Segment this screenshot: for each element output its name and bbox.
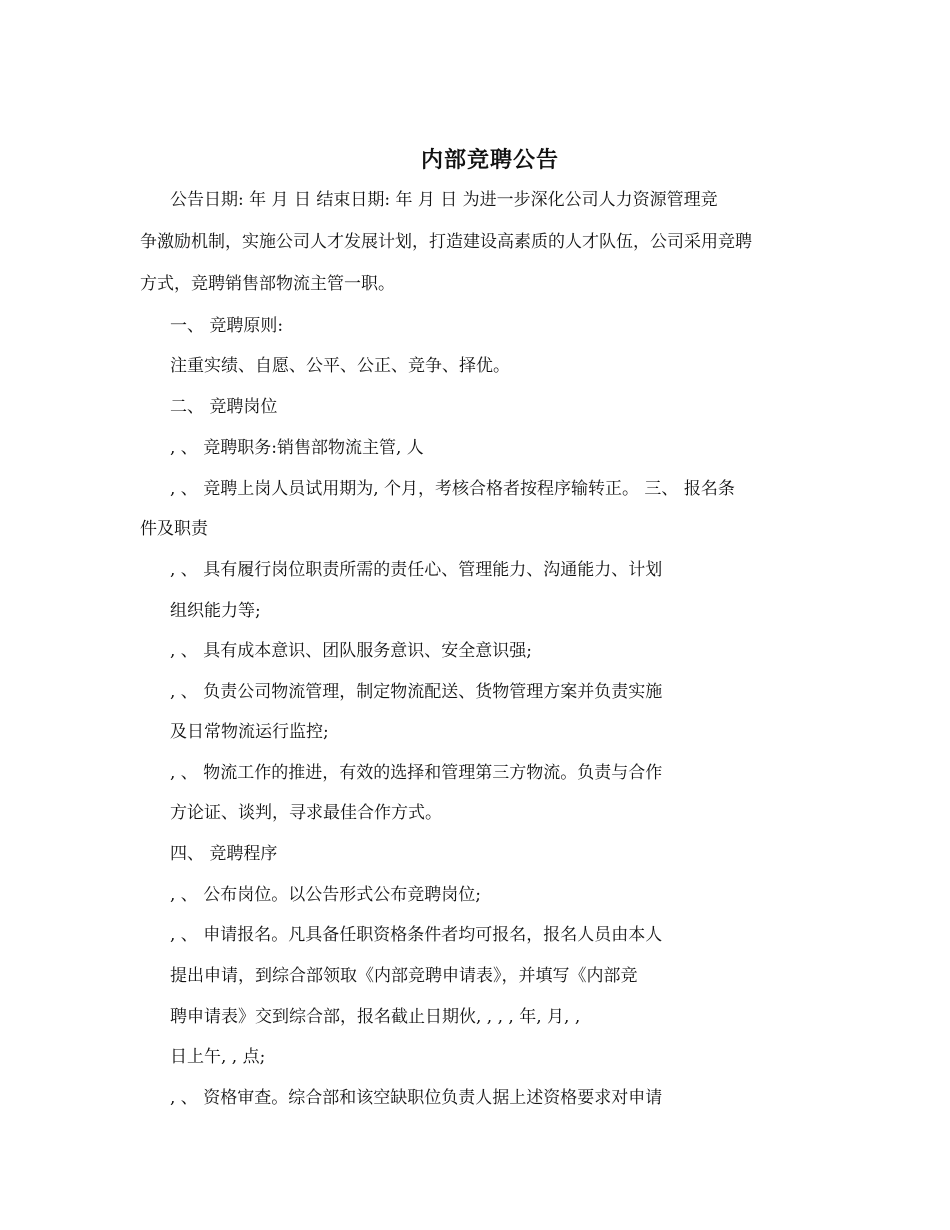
text-line-20: 提出申请，到综合部领取《内部竞聘申请表》，并填写《内部竞: [170, 966, 638, 986]
text-line-22: 日上午, , 点;: [170, 1047, 266, 1067]
text-line-2: 争激励机制，实施公司人才发展计划，打造建设高素质的人才队伍，公司采用竞聘: [140, 232, 752, 252]
document-title: 内部竞聘公告: [420, 147, 559, 173]
text-line-18: , 、 公布岗位。以公告形式公布竞聘岗位;: [170, 885, 481, 905]
text-line-21: 聘申请表》交到综合部，报名截止日期伙, , , , 年, 月, ,: [170, 1007, 581, 1027]
section-heading-2: 二、 竞聘岗位: [170, 397, 278, 417]
text-line-19: , 、 申请报名。凡具备任职资格条件者均可报名，报名人员由本人: [170, 925, 663, 945]
text-line-3: 方式，竞聘销售部物流主管一职。: [140, 274, 395, 294]
text-line-10: , 、 具有履行岗位职责所需的责任心、管理能力、沟通能力、计划: [170, 560, 663, 580]
section-heading-1: 一、 竞聘原则:: [170, 316, 284, 336]
text-line-8: , 、 竞聘上岗人员试用期为, 个月，考核合格者按程序输转正。 三、 报名条: [170, 479, 735, 499]
text-line-1: 公告日期: 年 月 日 结束日期: 年 月 日 为进一步深化公司人力资源管理竞: [170, 190, 718, 210]
text-line-13: , 、 负责公司物流管理，制定物流配送、货物管理方案并负责实施: [170, 682, 663, 702]
section-heading-4: 四、 竞聘程序: [170, 844, 278, 864]
text-line-9: 件及职责: [140, 519, 208, 539]
text-line-23: , 、 资格审查。综合部和该空缺职位负责人据上述资格要求对申请: [170, 1088, 663, 1108]
text-line-5: 注重实绩、自愿、公平、公正、竞争、择优。: [170, 356, 510, 376]
text-line-16: 方论证、谈判，寻求最佳合作方式。: [170, 803, 442, 823]
text-line-15: , 、 物流工作的推进，有效的选择和管理第三方物流。负责与合作: [170, 763, 663, 783]
text-line-7: , 、 竞聘职务:销售部物流主管, 人: [170, 438, 424, 458]
text-line-12: , 、 具有成本意识、团队服务意识、安全意识强;: [170, 641, 532, 661]
text-line-11: 组织能力等;: [170, 601, 261, 621]
text-line-14: 及日常物流运行监控;: [170, 722, 329, 742]
